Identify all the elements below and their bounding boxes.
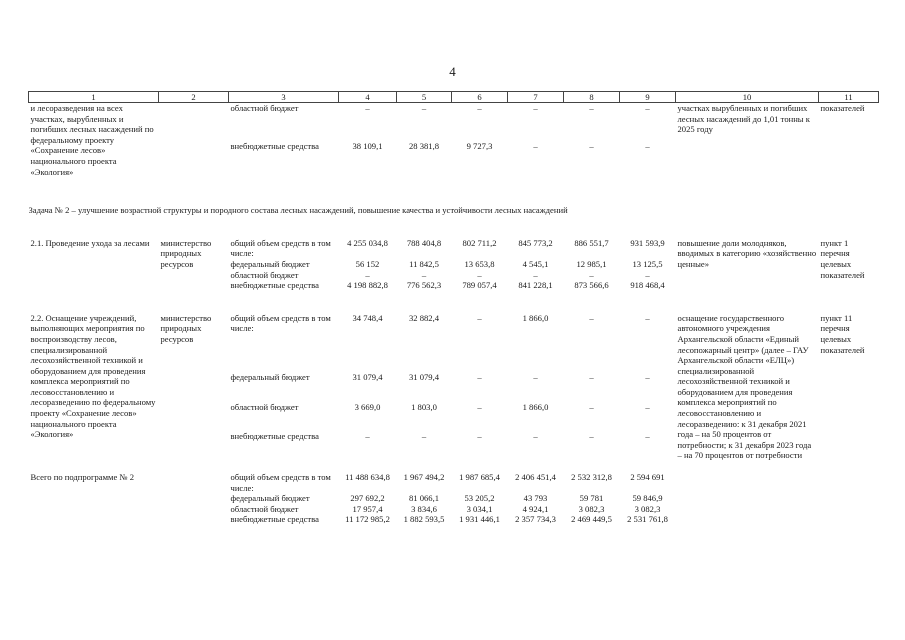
result-cell: [676, 472, 819, 525]
result-cell: оснащение государственного автономного учреждения Архангельской области «Единый лесопожарный центр» (далее – ГАУ Архангельской области «ЕЛЦ») специализированной лесохозяйственной техникой и оборудованием для проведения комплекса мероприятий по лесовосстановлению и лесоразведению: к 31 декабря 2021 года – на 50 процентов от потребности; к 31 декабря 2023 года – на 70 процентов от потребности: [677, 312, 812, 461]
amount-cell: 918 468,4: [630, 280, 665, 291]
amount-cell: 9 727,3: [466, 140, 493, 151]
row-spacer: [29, 461, 879, 472]
amount-cell: 297 692,2: [350, 493, 385, 504]
row-spacer: [29, 177, 879, 191]
column-header: 8: [564, 92, 620, 103]
funding-source-cell: областной бюджет: [230, 503, 299, 514]
amount-cell: –: [645, 140, 650, 151]
amount-cell: –: [421, 103, 427, 113]
amount-cell: 873 566,6: [574, 280, 609, 291]
amount-cell: 3 834,6: [411, 503, 437, 514]
amount-cell: –: [477, 431, 482, 442]
amount-cell: 11 488 634,8: [345, 472, 390, 483]
amount-cell: 34 748,4: [352, 312, 383, 323]
amount-cell: –: [533, 431, 538, 442]
result-cell: участках вырубленных и погибших лесных насаждений до 1,01 тонны к 2025 году: [677, 103, 810, 135]
row-spacer: [29, 302, 879, 313]
amount-cell: –: [477, 269, 482, 280]
amount-cell: 2 594 691: [630, 472, 665, 483]
table-row: [29, 472, 879, 493]
executor-cell: министерство природных ресурсов: [160, 312, 212, 344]
amount-cell: –: [477, 372, 482, 383]
amount-cell: 2 532 312,8: [571, 472, 612, 483]
amount-cell: –: [645, 269, 650, 280]
table-row: [29, 238, 879, 259]
amount-cell: –: [365, 269, 370, 280]
amount-cell: –: [589, 401, 594, 412]
funding-source-cell: областной бюджет: [230, 401, 299, 412]
amount-cell: 31 079,4: [408, 372, 440, 383]
amount-cell: 886 551,7: [574, 237, 609, 248]
funding-source-cell: федеральный бюджет: [230, 258, 310, 269]
amount-cell: –: [589, 312, 594, 323]
amount-cell: 56 152: [355, 258, 380, 269]
amount-cell: –: [589, 431, 594, 442]
table-row: [29, 313, 879, 372]
column-header: 11: [819, 92, 879, 103]
amount-cell: 4 545,1: [522, 258, 549, 269]
indicator-cell: показателей: [820, 103, 865, 113]
amount-cell: 43 793: [523, 493, 548, 504]
amount-cell: 53 205,2: [464, 493, 495, 504]
amount-cell: –: [477, 103, 482, 113]
column-header: 10: [676, 92, 819, 103]
amount-cell: 1 987 685,4: [459, 472, 500, 483]
amount-cell: 3 034,1: [466, 503, 493, 514]
executor-cell: министерство природных ресурсов: [160, 237, 212, 269]
amount-cell: 12 985,1: [576, 258, 607, 269]
amount-cell: 38 109,1: [352, 140, 383, 151]
page-number: 4: [449, 64, 456, 79]
amount-cell: 1 803,0: [411, 401, 437, 412]
amount-cell: –: [645, 431, 650, 442]
amount-cell: –: [421, 431, 427, 442]
column-header: 4: [339, 92, 397, 103]
indicator-cell: пункт 1 перечня целевых показателей: [820, 237, 865, 280]
amount-cell: –: [421, 269, 427, 280]
amount-cell: –: [477, 312, 482, 323]
column-header: 2: [159, 92, 229, 103]
amount-cell: –: [533, 140, 538, 151]
amount-cell: 3 669,0: [354, 401, 381, 412]
row-spacer: [29, 291, 879, 302]
table-row: [29, 103, 879, 141]
amount-cell: 802 711,2: [462, 237, 497, 248]
amount-cell: 17 957,4: [352, 503, 383, 514]
amount-cell: –: [589, 269, 594, 280]
funding-source-cell: внебюджетные средства: [230, 280, 319, 291]
amount-cell: 1 967 494,2: [403, 472, 445, 483]
funding-source-cell: областной бюджет: [230, 269, 299, 280]
amount-cell: 81 066,1: [408, 493, 440, 504]
amount-cell: –: [645, 103, 650, 113]
activity-cell: 2.1. Проведение ухода за лесами: [30, 237, 150, 248]
activity-cell: и лесоразведения на всех участках, вырубленных и погибших лесных насаждений по федеральному проекту «Сохранение лесов» национального проекта «Экология»: [30, 103, 154, 177]
amount-cell: 2 406 451,4: [515, 472, 556, 483]
amount-cell: 2 531 761,8: [627, 514, 668, 525]
amount-cell: 32 882,4: [408, 312, 440, 323]
amount-cell: 4 198 882,8: [347, 280, 388, 291]
amount-cell: 59 781: [579, 493, 604, 504]
column-header: 7: [508, 92, 564, 103]
amount-cell: –: [645, 372, 650, 383]
executor-cell: [159, 472, 229, 525]
activity-cell: Всего по подпрограмме № 2: [30, 472, 135, 483]
amount-cell: 3 082,3: [634, 503, 661, 514]
amount-cell: –: [365, 431, 370, 442]
column-header: 9: [620, 92, 676, 103]
amount-cell: 1 882 593,5: [403, 514, 445, 525]
amount-cell: 13 653,8: [464, 258, 495, 269]
amount-cell: 788 404,8: [406, 237, 442, 248]
funding-source-cell: федеральный бюджет: [230, 372, 310, 383]
amount-cell: 3 082,3: [578, 503, 605, 514]
amount-cell: 841 228,1: [518, 280, 553, 291]
amount-cell: 2 357 734,3: [515, 514, 556, 525]
amount-cell: 4 255 034,8: [347, 237, 388, 248]
row-spacer: [29, 216, 879, 227]
amount-cell: 13 125,5: [632, 258, 663, 269]
amount-cell: –: [533, 103, 538, 113]
amount-cell: 931 593,9: [630, 237, 665, 248]
column-header: 1: [29, 92, 159, 103]
amount-cell: –: [533, 269, 538, 280]
amount-cell: –: [589, 103, 594, 113]
amount-cell: –: [477, 401, 482, 412]
funding-source-cell: общий объем средств в том числе:: [230, 312, 331, 334]
amount-cell: 789 057,4: [462, 280, 497, 291]
column-header: 6: [452, 92, 508, 103]
amount-cell: 776 562,3: [406, 280, 442, 291]
amount-cell: –: [645, 401, 650, 412]
indicator-cell: [819, 472, 879, 525]
header-row: [29, 92, 879, 103]
amount-cell: 11 172 985,2: [345, 514, 390, 525]
amount-cell: 1 931 446,1: [459, 514, 500, 525]
activity-cell: 2.2. Оснащение учреждений, выполняющих мероприятия по воспроизводству лесов, специализированной лесохозяйственной техникой и оборудованием для проведения комплекса мероприятий по лесовосстановлению и лесоразведению по федеральному проекту «Сохранение лесов» национального проекта «Экология»: [30, 312, 156, 440]
amount-cell: 2 469 449,5: [571, 514, 612, 525]
funding-source-cell: внебюджетные средства: [230, 431, 319, 442]
amount-cell: 1 866,0: [522, 312, 549, 323]
funding-source-cell: внебюджетные средства: [230, 140, 319, 151]
executor-cell: [159, 103, 229, 178]
funding-source-cell: общий объем средств в том числе:: [230, 472, 331, 493]
column-header: 3: [229, 92, 339, 103]
amount-cell: –: [645, 312, 650, 323]
amount-cell: 845 773,2: [518, 237, 553, 248]
funding-source-cell: областной бюджет: [230, 103, 299, 113]
amount-cell: 11 842,5: [409, 258, 439, 269]
column-header: 5: [397, 92, 452, 103]
funding-source-cell: федеральный бюджет: [230, 493, 310, 504]
amount-cell: –: [365, 103, 370, 113]
amount-cell: 59 846,9: [632, 493, 663, 504]
indicator-cell: пункт 11 перечня целевых показателей: [820, 312, 865, 355]
row-spacer: [29, 191, 879, 205]
row-spacer: [29, 227, 879, 238]
amount-cell: –: [533, 372, 538, 383]
amount-cell: 31 079,4: [352, 372, 383, 383]
task-title: Задача № 2 – улучшение возрастной структуры и породного состава лесных насаждений, повышение качества и устойчивости лесных насаждений: [28, 205, 568, 216]
amount-cell: 1 866,0: [522, 401, 549, 412]
amount-cell: 4 924,1: [522, 503, 549, 514]
subprogram-table: [28, 91, 879, 525]
amount-cell: –: [589, 372, 594, 383]
amount-cell: 28 381,8: [408, 140, 440, 151]
funding-source-cell: внебюджетные средства: [230, 514, 319, 525]
amount-cell: –: [589, 140, 594, 151]
result-cell: повышение доли молодняков, вводимых в категорию «хозяйственно ценные»: [677, 237, 817, 269]
funding-source-cell: общий объем средств в том числе:: [230, 237, 331, 259]
